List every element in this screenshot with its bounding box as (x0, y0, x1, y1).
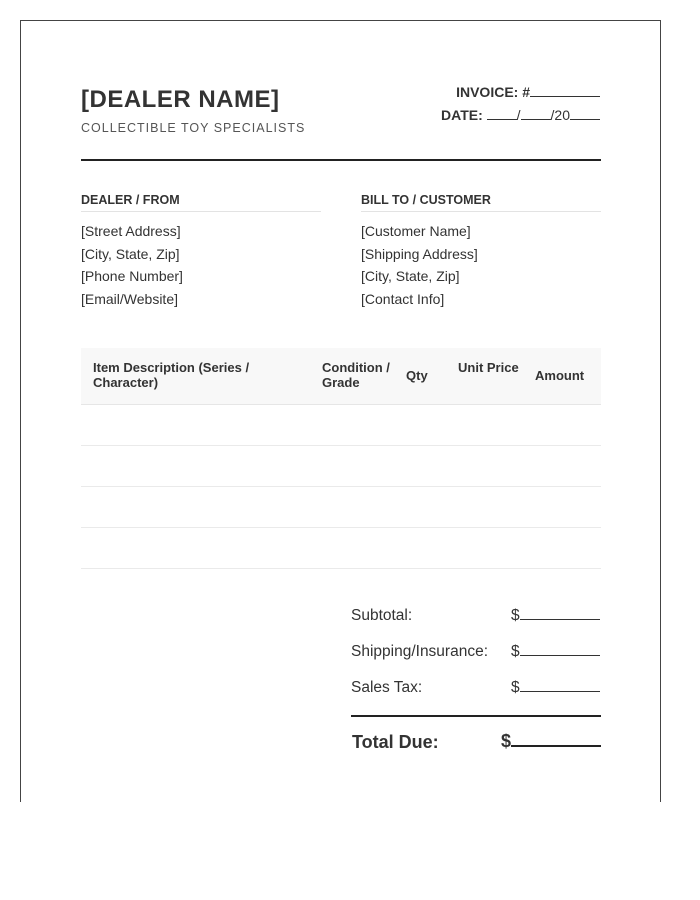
shipping-currency: $ (511, 643, 520, 660)
table-row[interactable] (81, 528, 601, 569)
tax-currency: $ (511, 679, 520, 696)
dealer-email-website[interactable]: [Email/Website] (81, 290, 178, 307)
dealer-city-state-zip[interactable]: [City, State, Zip] (81, 245, 180, 262)
shipping-insurance-value[interactable] (511, 643, 600, 661)
date-separator-2: /20 (550, 107, 570, 123)
column-header-amount: Amount (535, 368, 585, 383)
table-row[interactable] (81, 405, 601, 446)
dealer-name: [DEALER NAME] (81, 86, 280, 113)
customer-name[interactable]: [Customer Name] (361, 223, 471, 239)
dealer-address-block (81, 220, 183, 310)
customer-shipping-address[interactable]: [Shipping Address] (361, 245, 478, 262)
total-currency: $ (501, 731, 512, 751)
column-header-qty: Qty (406, 368, 428, 383)
table-row[interactable] (81, 487, 601, 528)
invoice-number-line (456, 84, 600, 100)
items-table-header (81, 348, 601, 405)
subtotal-blank[interactable] (520, 619, 600, 620)
date-year-blank[interactable] (570, 119, 600, 120)
total-due-value[interactable] (501, 731, 601, 752)
customer-city-state-zip[interactable]: [City, State, Zip] (361, 268, 460, 284)
shipping-insurance-label: Shipping/Insurance: (351, 643, 489, 660)
total-divider (351, 715, 601, 717)
date-separator-1: / (516, 107, 521, 123)
total-due-label: Total Due: (352, 732, 439, 752)
subtotal-value[interactable] (511, 607, 600, 625)
date-month-blank[interactable] (487, 119, 517, 120)
column-header-description: Item Description (Series / Character) (93, 360, 250, 390)
invoice-sheet (20, 20, 661, 802)
customer-address-block (361, 220, 478, 310)
table-row[interactable] (81, 446, 601, 487)
total-due-blank[interactable] (511, 745, 601, 747)
invoice-date-label: DATE: (441, 107, 483, 123)
shipping-blank[interactable] (520, 655, 600, 656)
sales-tax-value[interactable] (511, 679, 600, 697)
sales-tax-label: Sales Tax: (351, 679, 423, 696)
column-header-condition: Condition / Grade (322, 360, 390, 390)
dealer-street-address[interactable]: [Street Address] (81, 223, 181, 239)
dealer-tagline: COLLECTIBLE TOY SPECIALISTS (81, 121, 306, 135)
customer-contact-info[interactable]: [Contact Info] (361, 290, 445, 307)
column-header-unit-price: Unit Price (458, 360, 519, 375)
tax-blank[interactable] (520, 691, 600, 692)
dealer-phone-number[interactable]: [Phone Number] (81, 268, 183, 284)
header-divider (81, 159, 601, 161)
invoice-number-blank[interactable] (530, 96, 600, 97)
invoice-date-line (441, 107, 600, 123)
date-day-blank[interactable] (521, 119, 551, 120)
invoice-number-label: INVOICE: # (456, 84, 530, 100)
bill-to-heading: BILL TO / CUSTOMER (361, 193, 601, 212)
subtotal-label: Subtotal: (351, 607, 413, 624)
subtotal-currency: $ (511, 607, 520, 624)
dealer-from-heading: DEALER / FROM (81, 193, 321, 212)
